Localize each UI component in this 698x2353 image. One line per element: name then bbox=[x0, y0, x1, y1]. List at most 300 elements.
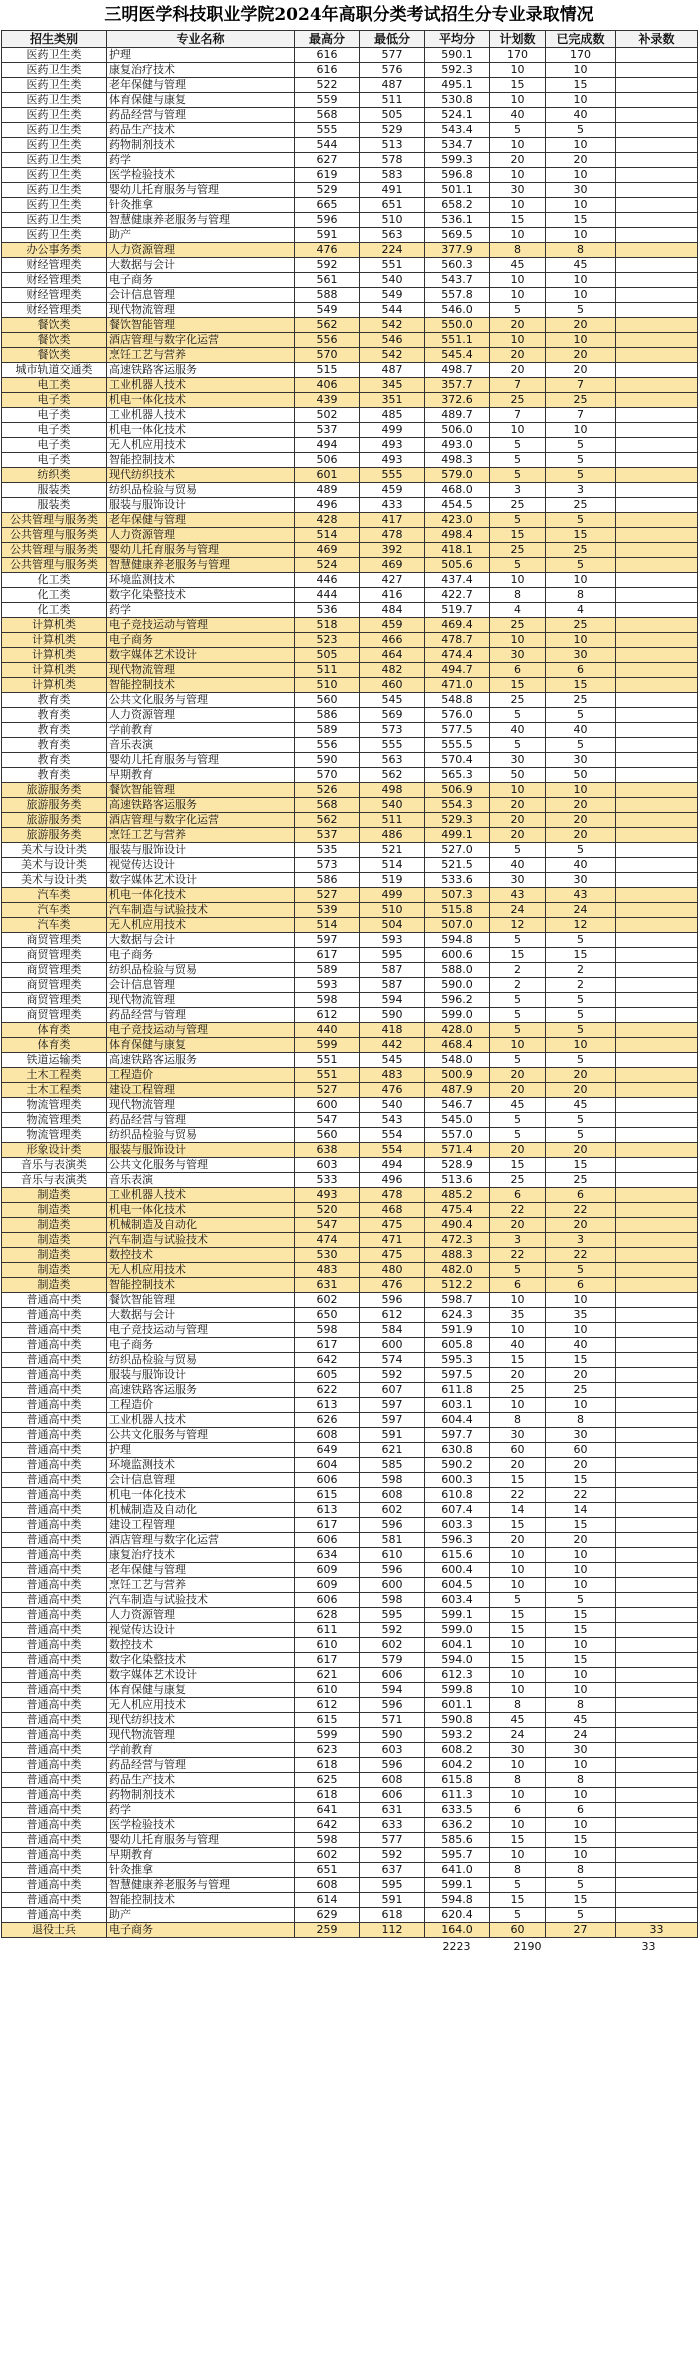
table-row bbox=[2, 663, 698, 678]
cell-category: 教育类 bbox=[2, 738, 107, 753]
table-row bbox=[2, 1863, 698, 1878]
cell-supplement bbox=[616, 528, 698, 543]
cell-min-score: 606 bbox=[360, 1668, 425, 1683]
cell-min-score: 555 bbox=[360, 468, 425, 483]
cell-supplement bbox=[616, 1143, 698, 1158]
cell-min-score: 504 bbox=[360, 918, 425, 933]
cell-plan: 10 bbox=[490, 1848, 546, 1863]
total-plan: 2223 bbox=[442, 1940, 471, 1953]
cell-completed: 22 bbox=[546, 1248, 616, 1263]
cell-min-score: 540 bbox=[360, 1098, 425, 1113]
total-completed: 2190 bbox=[513, 1940, 542, 1953]
cell-min-score: 577 bbox=[360, 1833, 425, 1848]
cell-category: 财经管理类 bbox=[2, 288, 107, 303]
cell-category: 普通高中类 bbox=[2, 1323, 107, 1338]
cell-supplement bbox=[616, 798, 698, 813]
cell-max-score: 609 bbox=[295, 1563, 360, 1578]
cell-min-score: 112 bbox=[360, 1923, 425, 1938]
cell-supplement bbox=[616, 1173, 698, 1188]
cell-plan: 14 bbox=[490, 1503, 546, 1518]
cell-supplement bbox=[616, 1728, 698, 1743]
cell-min-score: 345 bbox=[360, 378, 425, 393]
cell-max-score: 551 bbox=[295, 1053, 360, 1068]
cell-completed: 10 bbox=[546, 633, 616, 648]
cell-max-score: 522 bbox=[295, 78, 360, 93]
table-row bbox=[2, 468, 698, 483]
cell-supplement bbox=[616, 1218, 698, 1233]
table-row bbox=[2, 1278, 698, 1293]
cell-supplement bbox=[616, 288, 698, 303]
cell-min-score: 608 bbox=[360, 1773, 425, 1788]
cell-max-score: 544 bbox=[295, 138, 360, 153]
table-row bbox=[2, 213, 698, 228]
totals-row bbox=[0, 1938, 698, 1956]
cell-category: 电子类 bbox=[2, 453, 107, 468]
table-row bbox=[2, 348, 698, 363]
cell-plan: 5 bbox=[490, 513, 546, 528]
cell-max-score: 617 bbox=[295, 1338, 360, 1353]
cell-completed: 15 bbox=[546, 1653, 616, 1668]
cell-min-score: 351 bbox=[360, 393, 425, 408]
cell-supplement bbox=[616, 1563, 698, 1578]
cell-max-score: 610 bbox=[295, 1683, 360, 1698]
cell-supplement bbox=[616, 453, 698, 468]
table-row bbox=[2, 1713, 698, 1728]
cell-completed: 40 bbox=[546, 858, 616, 873]
cell-completed: 25 bbox=[546, 393, 616, 408]
cell-supplement bbox=[616, 1158, 698, 1173]
cell-supplement bbox=[616, 1638, 698, 1653]
cell-category: 普通高中类 bbox=[2, 1533, 107, 1548]
cell-plan: 20 bbox=[490, 1218, 546, 1233]
cell-supplement bbox=[616, 1893, 698, 1908]
cell-max-score: 608 bbox=[295, 1428, 360, 1443]
cell-category: 财经管理类 bbox=[2, 273, 107, 288]
cell-supplement bbox=[616, 423, 698, 438]
cell-max-score: 617 bbox=[295, 1518, 360, 1533]
cell-max-score: 665 bbox=[295, 198, 360, 213]
cell-avg-score: 557.0 bbox=[425, 1128, 490, 1143]
cell-category: 普通高中类 bbox=[2, 1848, 107, 1863]
cell-supplement bbox=[616, 1653, 698, 1668]
cell-plan: 20 bbox=[490, 798, 546, 813]
cell-supplement bbox=[616, 948, 698, 963]
cell-completed: 22 bbox=[546, 1203, 616, 1218]
cell-supplement bbox=[616, 1818, 698, 1833]
cell-min-score: 595 bbox=[360, 948, 425, 963]
table-row bbox=[2, 1488, 698, 1503]
cell-completed: 20 bbox=[546, 1083, 616, 1098]
cell-category: 普通高中类 bbox=[2, 1908, 107, 1923]
cell-category: 医药卫生类 bbox=[2, 138, 107, 153]
cell-supplement bbox=[616, 573, 698, 588]
cell-max-score: 593 bbox=[295, 978, 360, 993]
cell-max-score: 604 bbox=[295, 1458, 360, 1473]
cell-major: 会计信息管理 bbox=[107, 288, 295, 303]
cell-supplement bbox=[616, 693, 698, 708]
cell-major: 烹饪工艺与营养 bbox=[107, 348, 295, 363]
cell-completed: 7 bbox=[546, 378, 616, 393]
cell-major: 电子商务 bbox=[107, 948, 295, 963]
cell-avg-score: 600.6 bbox=[425, 948, 490, 963]
cell-avg-score: 487.9 bbox=[425, 1083, 490, 1098]
cell-supplement bbox=[616, 1353, 698, 1368]
cell-min-score: 543 bbox=[360, 1113, 425, 1128]
cell-category: 普通高中类 bbox=[2, 1293, 107, 1308]
cell-plan: 25 bbox=[490, 618, 546, 633]
cell-min-score: 591 bbox=[360, 1893, 425, 1908]
table-row bbox=[2, 1848, 698, 1863]
cell-completed: 5 bbox=[546, 1053, 616, 1068]
table-row bbox=[2, 408, 698, 423]
cell-category: 医药卫生类 bbox=[2, 153, 107, 168]
cell-avg-score: 543.7 bbox=[425, 273, 490, 288]
cell-max-score: 523 bbox=[295, 633, 360, 648]
cell-category: 医药卫生类 bbox=[2, 93, 107, 108]
cell-plan: 15 bbox=[490, 528, 546, 543]
cell-supplement bbox=[616, 318, 698, 333]
cell-avg-score: 490.4 bbox=[425, 1218, 490, 1233]
cell-category: 商贸管理类 bbox=[2, 1008, 107, 1023]
cell-supplement bbox=[616, 1548, 698, 1563]
table-row bbox=[2, 183, 698, 198]
cell-max-score: 536 bbox=[295, 603, 360, 618]
cell-major: 机电一体化技术 bbox=[107, 888, 295, 903]
cell-avg-score: 513.6 bbox=[425, 1173, 490, 1188]
cell-completed: 5 bbox=[546, 1593, 616, 1608]
table-row bbox=[2, 588, 698, 603]
cell-completed: 15 bbox=[546, 1623, 616, 1638]
cell-supplement bbox=[616, 1023, 698, 1038]
cell-major: 工程造价 bbox=[107, 1068, 295, 1083]
cell-completed: 5 bbox=[546, 843, 616, 858]
cell-category: 教育类 bbox=[2, 753, 107, 768]
cell-avg-score: 597.7 bbox=[425, 1428, 490, 1443]
cell-major: 汽车制造与试验技术 bbox=[107, 903, 295, 918]
cell-completed: 10 bbox=[546, 783, 616, 798]
cell-min-score: 459 bbox=[360, 618, 425, 633]
cell-plan: 10 bbox=[490, 1323, 546, 1338]
cell-major: 药品经营与管理 bbox=[107, 108, 295, 123]
cell-min-score: 511 bbox=[360, 813, 425, 828]
cell-avg-score: 595.7 bbox=[425, 1848, 490, 1863]
cell-major: 服装与服饰设计 bbox=[107, 1143, 295, 1158]
table-row bbox=[2, 1563, 698, 1578]
cell-completed: 170 bbox=[546, 48, 616, 63]
cell-completed: 10 bbox=[546, 273, 616, 288]
cell-max-score: 551 bbox=[295, 1068, 360, 1083]
table-row bbox=[2, 738, 698, 753]
table-row bbox=[2, 948, 698, 963]
cell-min-score: 585 bbox=[360, 1458, 425, 1473]
cell-plan: 5 bbox=[490, 1263, 546, 1278]
cell-max-score: 547 bbox=[295, 1113, 360, 1128]
cell-category: 普通高中类 bbox=[2, 1413, 107, 1428]
cell-category: 制造类 bbox=[2, 1263, 107, 1278]
table-row bbox=[2, 813, 698, 828]
cell-max-score: 612 bbox=[295, 1008, 360, 1023]
cell-major: 高速铁路客运服务 bbox=[107, 1053, 295, 1068]
cell-category: 普通高中类 bbox=[2, 1653, 107, 1668]
cell-supplement bbox=[616, 1038, 698, 1053]
cell-completed: 5 bbox=[546, 1908, 616, 1923]
cell-category: 普通高中类 bbox=[2, 1863, 107, 1878]
cell-plan: 30 bbox=[490, 873, 546, 888]
cell-max-score: 568 bbox=[295, 108, 360, 123]
cell-max-score: 527 bbox=[295, 1083, 360, 1098]
cell-max-score: 605 bbox=[295, 1368, 360, 1383]
cell-min-score: 591 bbox=[360, 1428, 425, 1443]
cell-max-score: 588 bbox=[295, 288, 360, 303]
cell-major: 大数据与会计 bbox=[107, 258, 295, 273]
cell-plan: 10 bbox=[490, 1638, 546, 1653]
cell-major: 药物制剂技术 bbox=[107, 1788, 295, 1803]
cell-min-score: 491 bbox=[360, 183, 425, 198]
cell-avg-score: 569.5 bbox=[425, 228, 490, 243]
cell-completed: 15 bbox=[546, 213, 616, 228]
table-row bbox=[2, 378, 698, 393]
cell-completed: 15 bbox=[546, 78, 616, 93]
cell-completed: 25 bbox=[546, 618, 616, 633]
cell-supplement bbox=[616, 1428, 698, 1443]
cell-major: 建设工程管理 bbox=[107, 1518, 295, 1533]
cell-avg-score: 599.0 bbox=[425, 1623, 490, 1638]
cell-avg-score: 488.3 bbox=[425, 1248, 490, 1263]
cell-major: 药学 bbox=[107, 1803, 295, 1818]
cell-avg-score: 603.1 bbox=[425, 1398, 490, 1413]
table-row bbox=[2, 723, 698, 738]
cell-avg-score: 633.5 bbox=[425, 1803, 490, 1818]
cell-completed: 10 bbox=[546, 1788, 616, 1803]
cell-major: 体育保健与康复 bbox=[107, 1038, 295, 1053]
cell-min-score: 592 bbox=[360, 1848, 425, 1863]
table-row bbox=[2, 1263, 698, 1278]
cell-max-score: 613 bbox=[295, 1398, 360, 1413]
cell-plan: 10 bbox=[490, 63, 546, 78]
cell-min-score: 494 bbox=[360, 1158, 425, 1173]
cell-avg-score: 615.8 bbox=[425, 1773, 490, 1788]
table-row bbox=[2, 708, 698, 723]
cell-major: 纺织品检验与贸易 bbox=[107, 963, 295, 978]
cell-plan: 45 bbox=[490, 258, 546, 273]
cell-max-score: 530 bbox=[295, 1248, 360, 1263]
cell-avg-score: 548.8 bbox=[425, 693, 490, 708]
cell-category: 财经管理类 bbox=[2, 303, 107, 318]
cell-plan: 6 bbox=[490, 1803, 546, 1818]
cell-max-score: 616 bbox=[295, 48, 360, 63]
table-row bbox=[2, 1653, 698, 1668]
cell-avg-score: 594.8 bbox=[425, 933, 490, 948]
cell-min-score: 563 bbox=[360, 228, 425, 243]
cell-avg-score: 494.7 bbox=[425, 663, 490, 678]
cell-category: 普通高中类 bbox=[2, 1788, 107, 1803]
cell-max-score: 617 bbox=[295, 948, 360, 963]
cell-plan: 12 bbox=[490, 918, 546, 933]
cell-completed: 5 bbox=[546, 933, 616, 948]
cell-avg-score: 357.7 bbox=[425, 378, 490, 393]
cell-major: 康复治疗技术 bbox=[107, 63, 295, 78]
table-row bbox=[2, 438, 698, 453]
cell-max-score: 514 bbox=[295, 918, 360, 933]
cell-max-score: 596 bbox=[295, 213, 360, 228]
cell-avg-score: 551.1 bbox=[425, 333, 490, 348]
cell-max-score: 506 bbox=[295, 453, 360, 468]
cell-avg-score: 506.9 bbox=[425, 783, 490, 798]
cell-completed: 20 bbox=[546, 1368, 616, 1383]
cell-avg-score: 554.3 bbox=[425, 798, 490, 813]
table-row bbox=[2, 1698, 698, 1713]
cell-max-score: 618 bbox=[295, 1758, 360, 1773]
cell-plan: 40 bbox=[490, 858, 546, 873]
cell-plan: 20 bbox=[490, 1068, 546, 1083]
cell-supplement bbox=[616, 1758, 698, 1773]
cell-supplement bbox=[616, 1098, 698, 1113]
cell-completed: 4 bbox=[546, 603, 616, 618]
cell-plan: 10 bbox=[490, 1683, 546, 1698]
cell-min-score: 487 bbox=[360, 363, 425, 378]
table-row bbox=[2, 858, 698, 873]
cell-plan: 5 bbox=[490, 438, 546, 453]
cell-plan: 10 bbox=[490, 168, 546, 183]
cell-plan: 20 bbox=[490, 1083, 546, 1098]
cell-max-score: 496 bbox=[295, 498, 360, 513]
cell-major: 婴幼儿托育服务与管理 bbox=[107, 753, 295, 768]
cell-category: 普通高中类 bbox=[2, 1338, 107, 1353]
cell-completed: 3 bbox=[546, 1233, 616, 1248]
cell-category: 旅游服务类 bbox=[2, 783, 107, 798]
cell-min-score: 511 bbox=[360, 93, 425, 108]
cell-plan: 8 bbox=[490, 1413, 546, 1428]
cell-supplement bbox=[616, 1413, 698, 1428]
cell-completed: 5 bbox=[546, 993, 616, 1008]
cell-min-score: 544 bbox=[360, 303, 425, 318]
cell-supplement bbox=[616, 138, 698, 153]
cell-min-score: 545 bbox=[360, 1053, 425, 1068]
cell-completed: 10 bbox=[546, 1758, 616, 1773]
cell-min-score: 563 bbox=[360, 753, 425, 768]
cell-category: 办公事务类 bbox=[2, 243, 107, 258]
cell-min-score: 505 bbox=[360, 108, 425, 123]
cell-plan: 15 bbox=[490, 1893, 546, 1908]
cell-completed: 5 bbox=[546, 1878, 616, 1893]
cell-category: 普通高中类 bbox=[2, 1308, 107, 1323]
cell-max-score: 625 bbox=[295, 1773, 360, 1788]
cell-completed: 20 bbox=[546, 798, 616, 813]
cell-major: 人力资源管理 bbox=[107, 243, 295, 258]
cell-avg-score: 630.8 bbox=[425, 1443, 490, 1458]
table-row bbox=[2, 198, 698, 213]
cell-major: 老年保健与管理 bbox=[107, 513, 295, 528]
cell-major: 环境监测技术 bbox=[107, 1458, 295, 1473]
cell-supplement bbox=[616, 963, 698, 978]
cell-min-score: 529 bbox=[360, 123, 425, 138]
table-row bbox=[2, 1818, 698, 1833]
cell-category: 土木工程类 bbox=[2, 1068, 107, 1083]
cell-major: 机械制造及自动化 bbox=[107, 1503, 295, 1518]
cell-supplement bbox=[616, 513, 698, 528]
cell-major: 数控技术 bbox=[107, 1248, 295, 1263]
header-plan: 计划数 bbox=[490, 31, 546, 48]
cell-plan: 30 bbox=[490, 648, 546, 663]
table-row bbox=[2, 1143, 698, 1158]
cell-completed: 45 bbox=[546, 258, 616, 273]
table-row bbox=[2, 648, 698, 663]
cell-category: 普通高中类 bbox=[2, 1593, 107, 1608]
cell-category: 餐饮类 bbox=[2, 348, 107, 363]
cell-completed: 5 bbox=[546, 123, 616, 138]
cell-major: 医学检验技术 bbox=[107, 1818, 295, 1833]
cell-category: 普通高中类 bbox=[2, 1698, 107, 1713]
cell-supplement bbox=[616, 93, 698, 108]
cell-supplement bbox=[616, 1698, 698, 1713]
table-row bbox=[2, 93, 698, 108]
cell-major: 现代物流管理 bbox=[107, 993, 295, 1008]
cell-min-score: 592 bbox=[360, 1623, 425, 1638]
table-row bbox=[2, 783, 698, 798]
cell-category: 普通高中类 bbox=[2, 1623, 107, 1638]
cell-completed: 10 bbox=[546, 63, 616, 78]
cell-avg-score: 604.2 bbox=[425, 1758, 490, 1773]
cell-plan: 10 bbox=[490, 273, 546, 288]
cell-category: 物流管理类 bbox=[2, 1128, 107, 1143]
table-row bbox=[2, 333, 698, 348]
cell-major: 工业机器人技术 bbox=[107, 1188, 295, 1203]
cell-major: 药品经营与管理 bbox=[107, 1758, 295, 1773]
cell-min-score: 493 bbox=[360, 453, 425, 468]
cell-supplement bbox=[616, 1248, 698, 1263]
cell-completed: 10 bbox=[546, 288, 616, 303]
cell-supplement bbox=[616, 558, 698, 573]
cell-completed: 25 bbox=[546, 1383, 616, 1398]
table-row bbox=[2, 1743, 698, 1758]
cell-major: 工业机器人技术 bbox=[107, 408, 295, 423]
cell-major: 智能控制技术 bbox=[107, 1278, 295, 1293]
cell-completed: 20 bbox=[546, 153, 616, 168]
cell-avg-score: 507.0 bbox=[425, 918, 490, 933]
table-row bbox=[2, 1098, 698, 1113]
cell-avg-score: 528.9 bbox=[425, 1158, 490, 1173]
cell-avg-score: 596.8 bbox=[425, 168, 490, 183]
cell-max-score: 590 bbox=[295, 753, 360, 768]
table-row bbox=[2, 1173, 698, 1188]
cell-avg-score: 545.4 bbox=[425, 348, 490, 363]
cell-completed: 5 bbox=[546, 708, 616, 723]
cell-max-score: 606 bbox=[295, 1593, 360, 1608]
cell-plan: 10 bbox=[490, 1398, 546, 1413]
table-row bbox=[2, 1308, 698, 1323]
cell-major: 烹饪工艺与营养 bbox=[107, 828, 295, 843]
cell-avg-score: 474.4 bbox=[425, 648, 490, 663]
cell-plan: 5 bbox=[490, 1113, 546, 1128]
cell-max-score: 494 bbox=[295, 438, 360, 453]
table-row bbox=[2, 1038, 698, 1053]
table-row bbox=[2, 423, 698, 438]
cell-major: 学前教育 bbox=[107, 723, 295, 738]
cell-completed: 8 bbox=[546, 1773, 616, 1788]
cell-major: 老年保健与管理 bbox=[107, 1563, 295, 1578]
cell-min-score: 499 bbox=[360, 888, 425, 903]
cell-min-score: 595 bbox=[360, 1878, 425, 1893]
cell-major: 机电一体化技术 bbox=[107, 423, 295, 438]
cell-major: 高速铁路客运服务 bbox=[107, 798, 295, 813]
cell-avg-score: 501.1 bbox=[425, 183, 490, 198]
cell-category: 医药卫生类 bbox=[2, 198, 107, 213]
cell-max-score: 527 bbox=[295, 888, 360, 903]
cell-plan: 8 bbox=[490, 1773, 546, 1788]
cell-max-score: 597 bbox=[295, 933, 360, 948]
table-row bbox=[2, 1473, 698, 1488]
cell-plan: 6 bbox=[490, 1188, 546, 1203]
